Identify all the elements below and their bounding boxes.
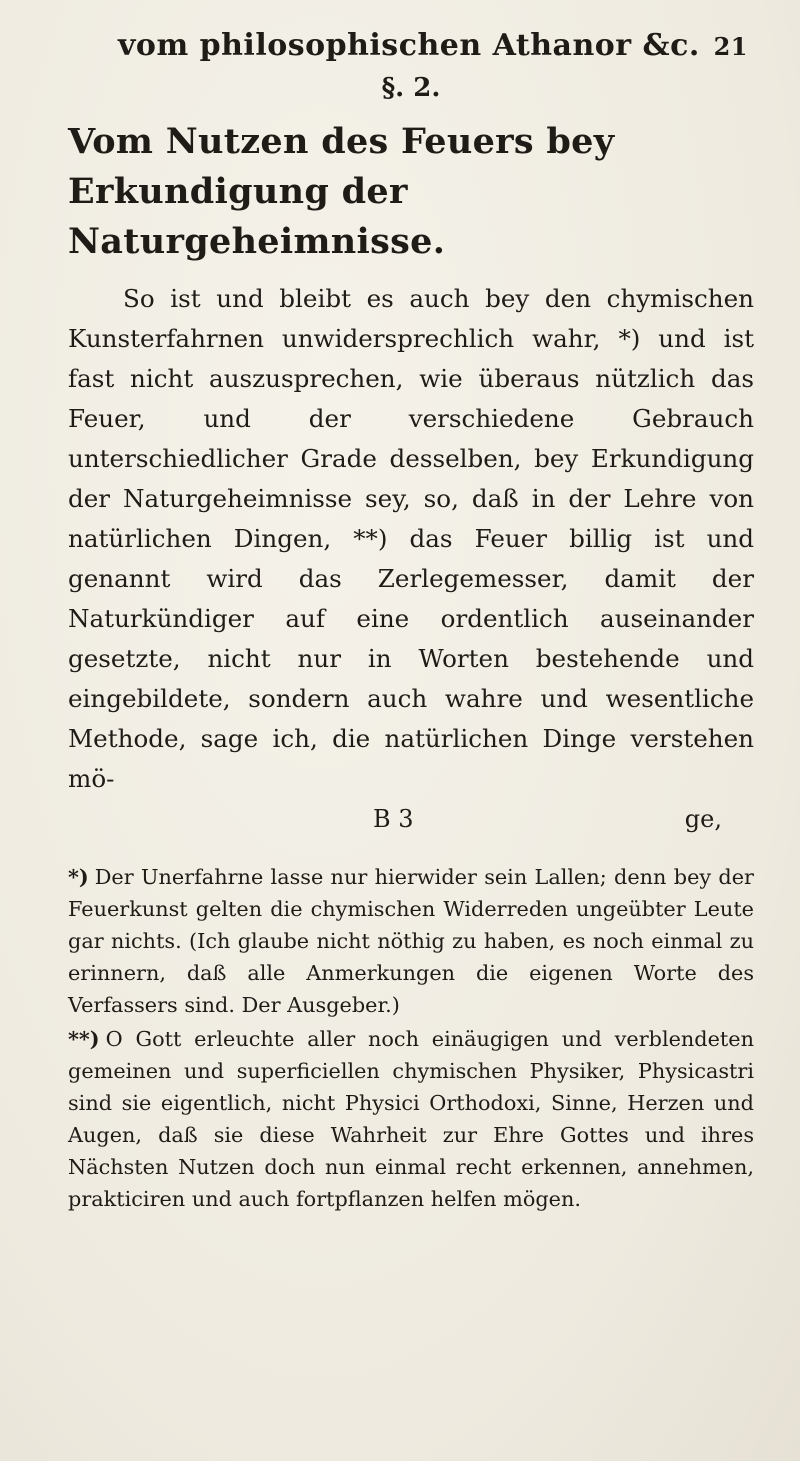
catchline [68, 799, 754, 839]
catchword: ge, [684, 805, 722, 833]
footnotes [68, 861, 754, 1215]
footnote-1 [68, 861, 754, 1021]
footnote-1-text: Der Unerfahrne lasse nur hierwider sein Lallen; denn bey der Feuerkunst gelten die chymischen Widerreden ungeübter Leute gar nichts. (Ich glaube nicht nöthig zu haben, es noch einmal zu erinnern, daß alle Anmerkungen die eigenen Worte des Verfassers sind. Der Ausgeber.) [68, 865, 754, 1017]
footnote-2-text: O Gott erleuchte aller noch einäugigen und verblendeten gemeinen und superficiellen chymischen Physiker, Physicastri sind sie eigentlich, nicht Physici Orthodoxi, Sinne, Herzen und Augen, daß sie diese Wahrheit zur Ehre Gottes und ihres Nächsten Nutzen doch nun einmal recht erkennen, annehmen, prakticiren und auch fortpflanzen helfen mögen. [68, 1027, 754, 1211]
section-heading: Vom Nutzen des Feuers bey Erkundigung der Naturgeheimnisse. [68, 121, 615, 262]
signature-mark: B 3 [373, 805, 414, 833]
page-number: 21 [713, 32, 748, 61]
footnote-2-mark: **) [68, 1026, 100, 1051]
footnote-1-mark: *) [68, 864, 89, 889]
running-head [118, 28, 754, 63]
main-paragraph: So ist und bleibt es auch bey den chymischen Kunsterfahrnen unwidersprechlich wahr, *) und ist fast nicht auszusprechen, wie überaus nützlich das Feuer, und der verschiedene Gebrauch unterschiedlicher Grade desselben, bey Erkundigung der Naturgeheimnisse sey, so, daß in der Lehre von natürlichen Dingen, **) das Feuer billig ist und genannt wird das Zerlegemesser, damit der Naturkündiger auf eine ordentlich auseinander gesetzte, nicht nur in Worten bestehende und eingebildete, sondern auch wahre und wesentliche Methode, sage ich, die natürlichen Dinge verstehen mö- [68, 284, 754, 793]
running-head-title: vom philosophischen Athanor &c. [118, 28, 700, 63]
footnote-2 [68, 1023, 754, 1215]
section-number: §. 2. [381, 73, 441, 103]
